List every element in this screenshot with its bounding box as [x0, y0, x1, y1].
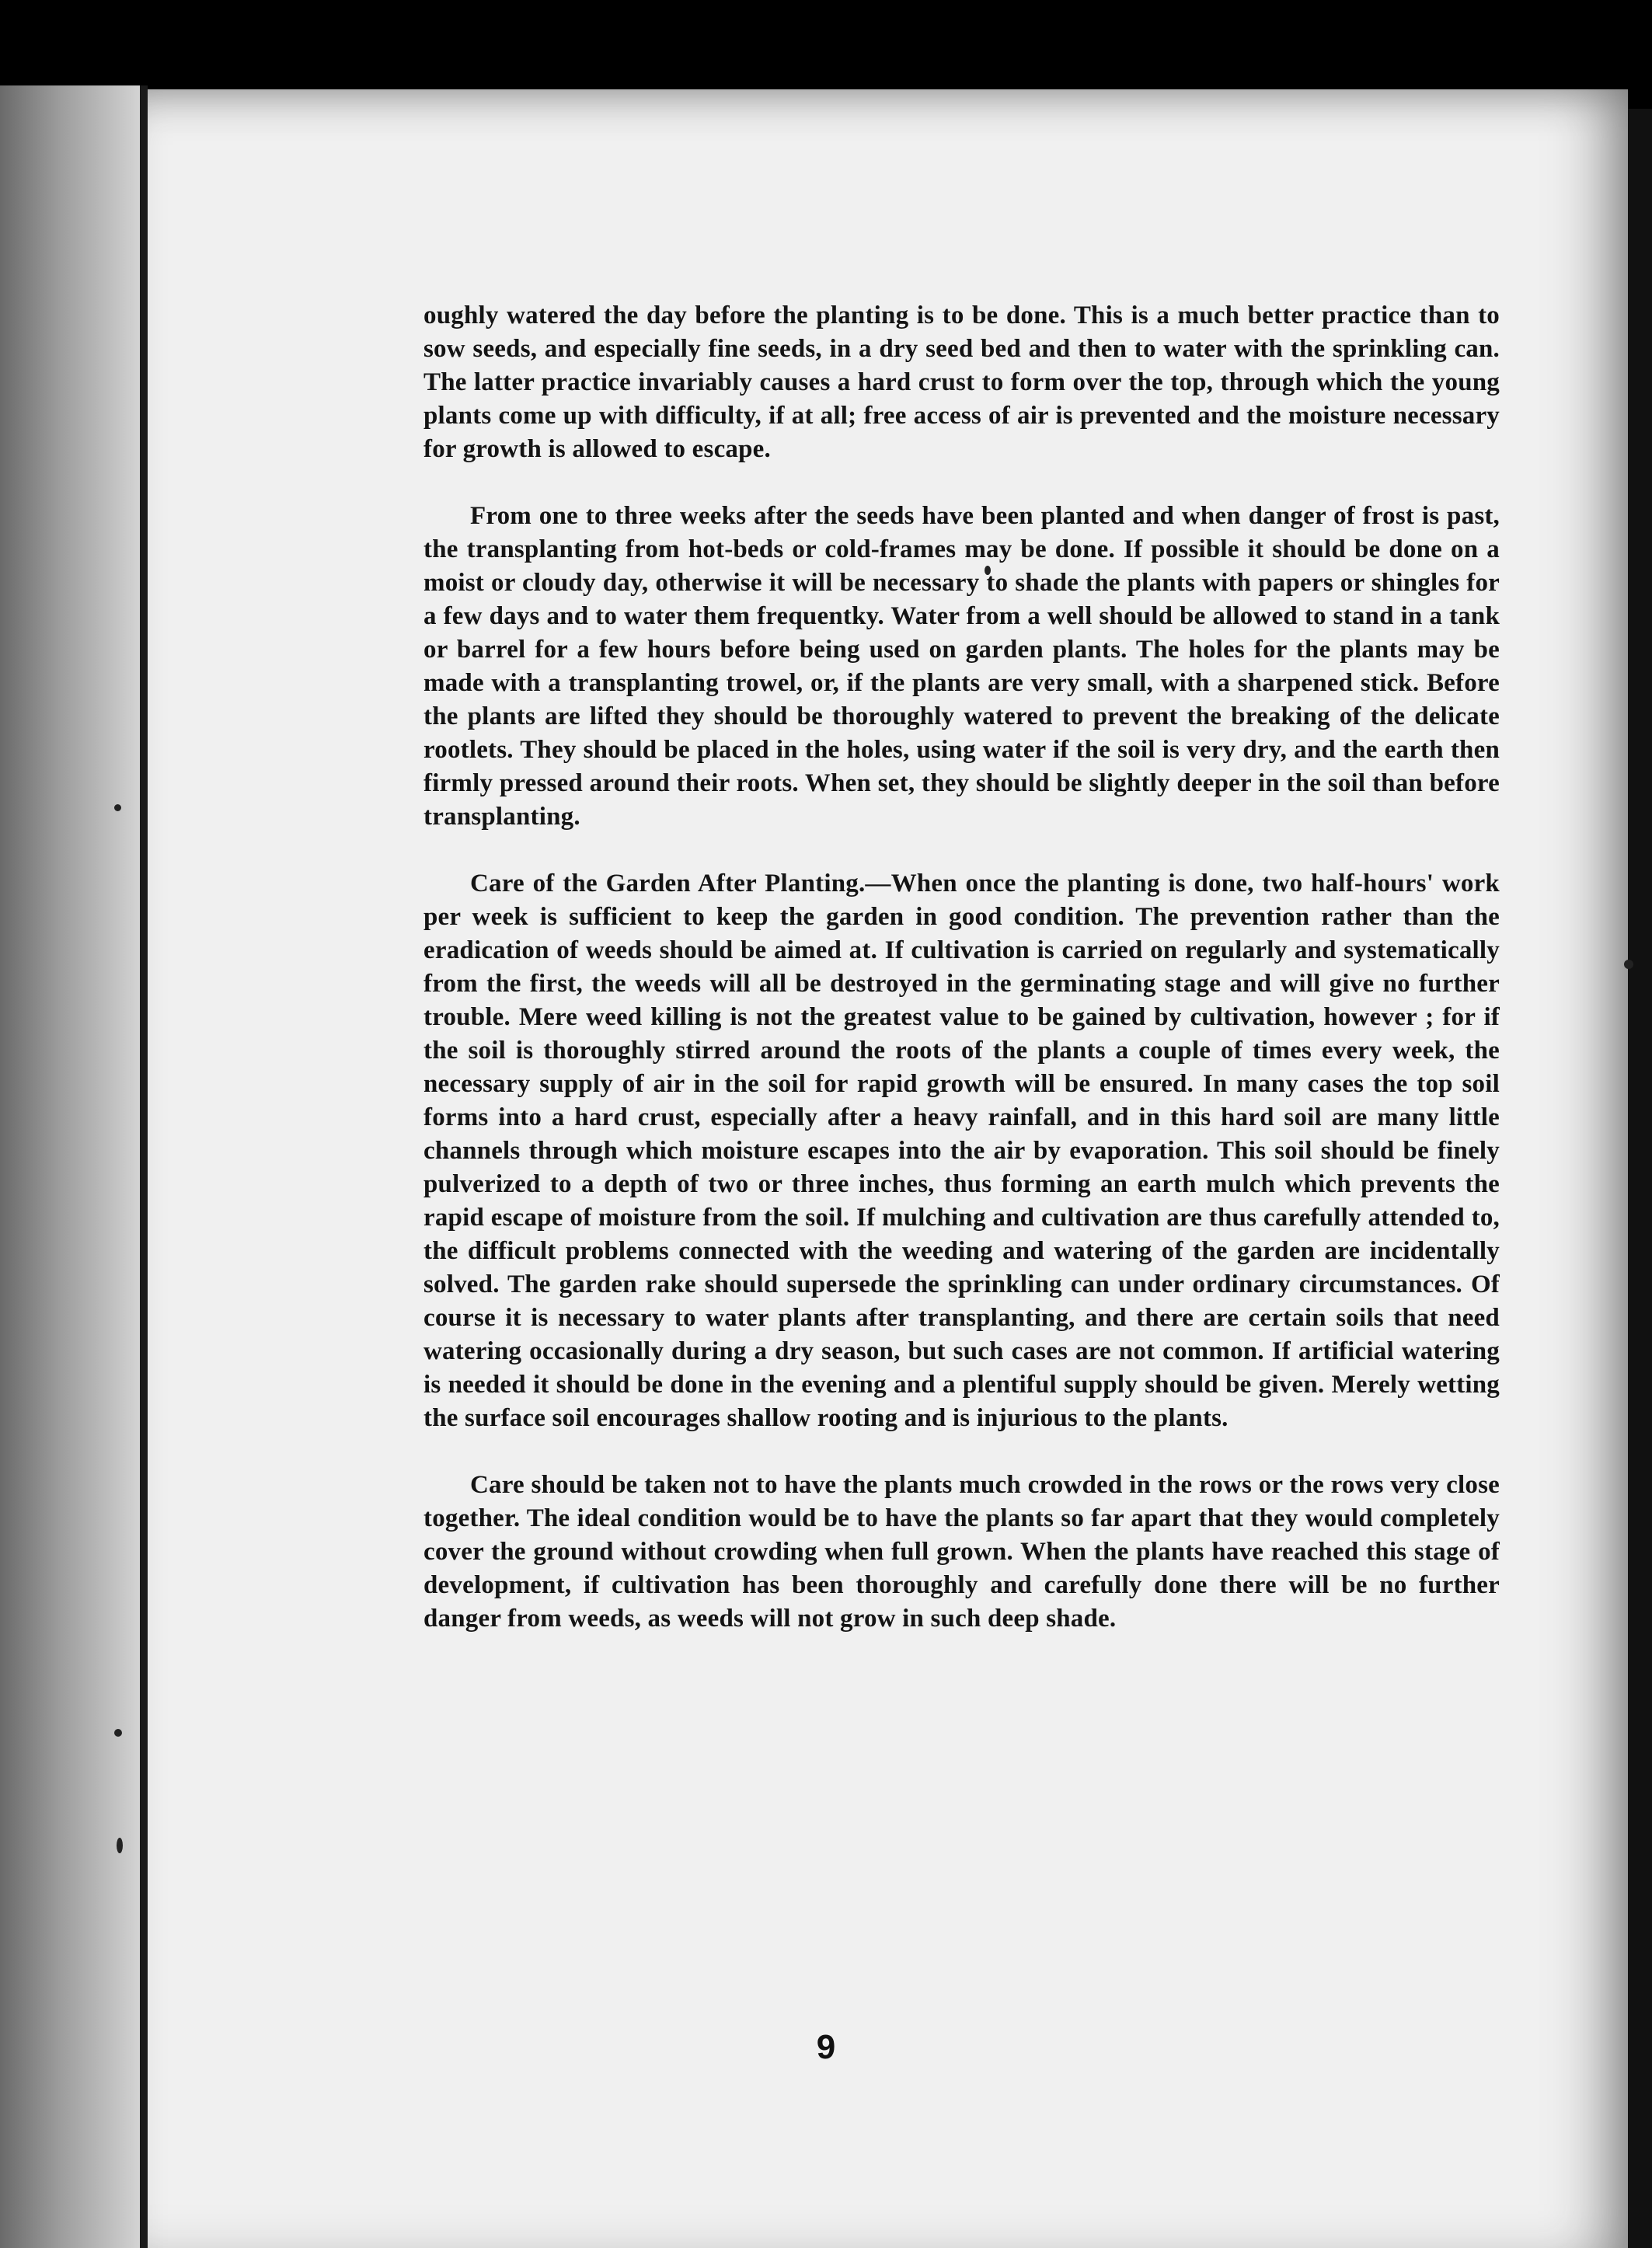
ink-speck: [117, 1838, 123, 1853]
book-gutter: [140, 85, 148, 2248]
paragraph-3: Care of the Garden After Planting.—When once the planting is done, two half-hours' work per week is sufficient to keep the garden in good condition. The prevention rather than the eradication of weeds should be aimed at. If cultivation is carried on regularly and systematically from the first, the weeds will all be destroyed in the germinating stage and will give no further trouble. Mere weed killing is not the greatest value to be gained by cultivation, however ; for if the soil is thoroughly stirred around the roots of the plants a couple of times every week, the necessary supply of air in the soil for rapid growth will be ensured. In many cases the top soil forms into a hard crust, especially after a heavy rainfall, and in this hard soil are many little channels through which moisture escapes into the air by evaporation. This soil should be finely pulverized to a depth of two or three inches, thus forming an earth mulch which prevents the rapid escape of moisture from the soil. If mulching and cultivation are thus carefully attended to, the difficult problems connected with the weeding and watering of the garden are incidentally solved. The garden rake should supersede the sprinkling can under ordinary circumstances. Of course it is necessary to water plants after transplanting, and there are certain soils that need watering occasionally during a dry season, but such cases are not common. If artificial watering is needed it should be done in the evening and a plentiful supply should be given. Merely wetting the surface soil encourages shallow rooting and is injurious to the plants.: [423, 870, 1500, 1432]
ink-speck: [114, 1729, 122, 1737]
ink-speck: [114, 804, 121, 811]
ink-speck: [1624, 960, 1633, 969]
left-page-edge: [0, 85, 148, 2248]
body-text: [423, 299, 1500, 1669]
right-scan-border: [1628, 109, 1652, 2248]
paragraph-1: oughly watered the day before the planting is to be done. This is a much better practice than to sow seeds, and especially fine seeds, in a dry seed bed and then to water with the sprinkling can. The latter practice invariably causes a hard crust to form over the top, through which the young plants come up with difficulty, if at all; free access of air is prevented and the moisture necessary for growth is allowed to escape.: [423, 301, 1500, 463]
paragraph-2: From one to three weeks after the seeds have been planted and when danger of frost is past, the transplanting from hot-beds or cold-frames may be done. If possible it should be done on a moist or cloudy day, otherwise it will be necessary to shade the plants with papers or shingles for a few days and to water them frequentky. Water from a well should be allowed to stand in a tank or barrel for a few hours before being used on garden plants. The holes for the plants may be made with a transplanting trowel, or, if the plants are very small, with a sharpened stick. Before the plants are lifted they should be thoroughly watered to prevent the breaking of the delicate rootlets. They should be placed in the holes, using water if the soil is very dry, and the earth then firmly pressed around their roots. When set, they should be slightly deeper in the soil than before transplanting.: [423, 502, 1500, 831]
page-number: 9: [816, 2028, 836, 2066]
paragraph-4: Care should be taken not to have the plants much crowded in the rows or the rows very close together. The ideal condition would be to have the plants so far apart that they would completely cover the ground without crowding when full grown. When the plants have reached this stage of development, if cultivation has been thoroughly and carefully done there will be no further danger from weeds, as weeds will not grow in such deep shade.: [423, 1471, 1500, 1633]
